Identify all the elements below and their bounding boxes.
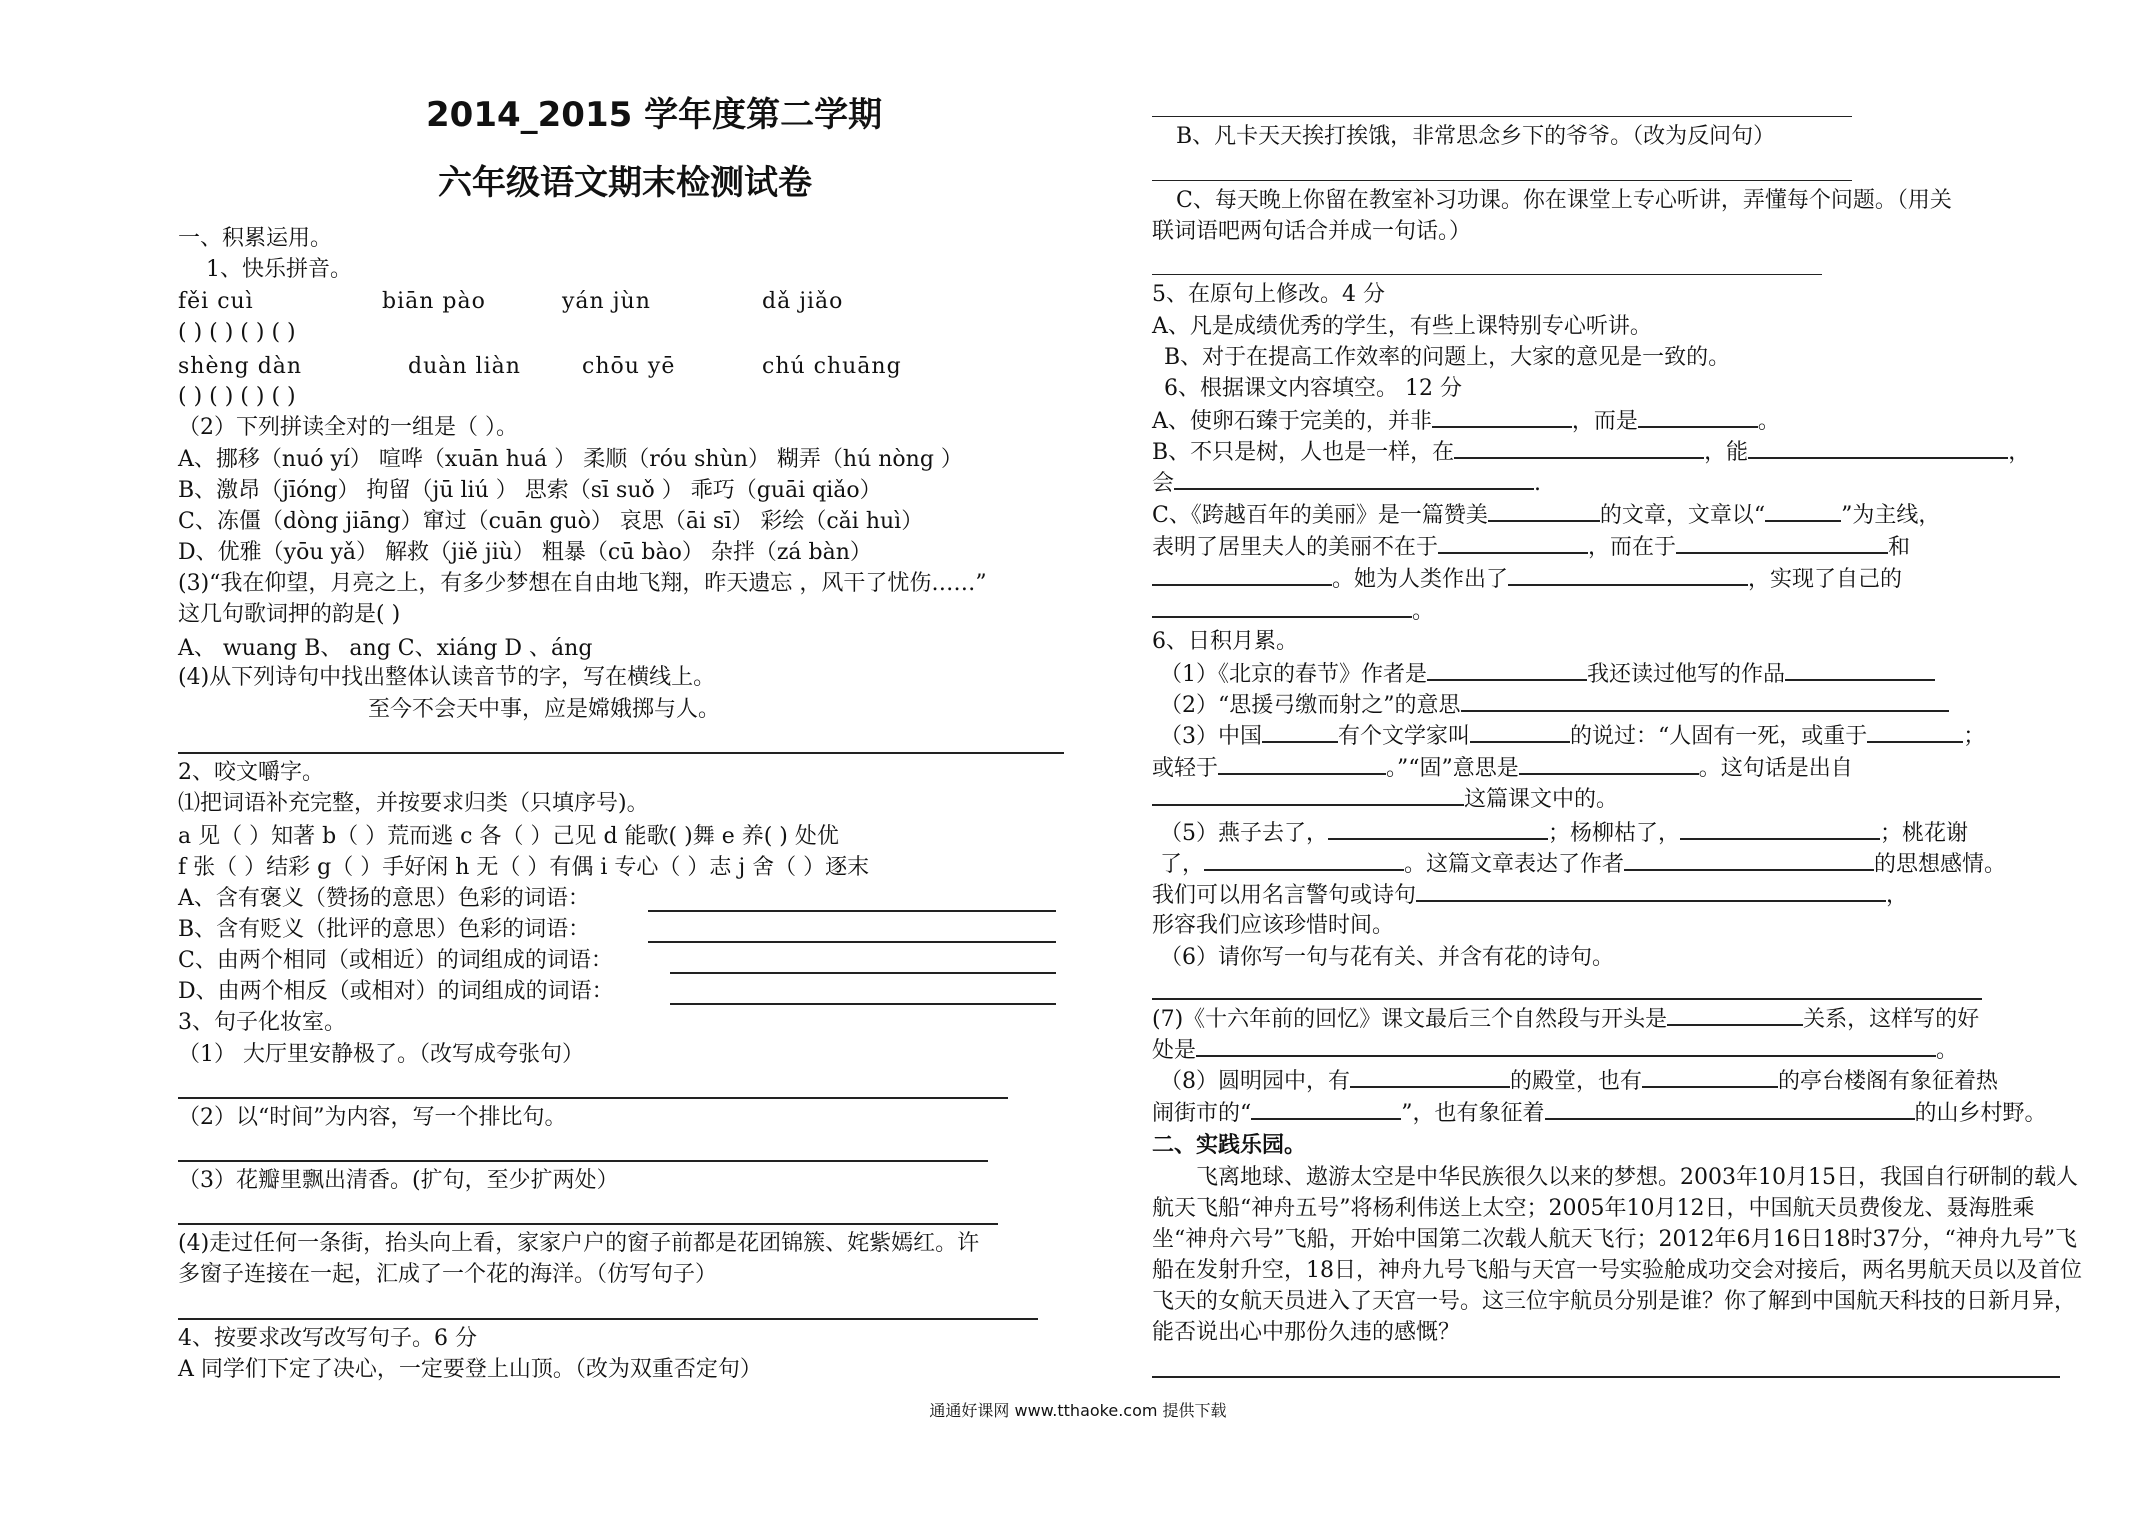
footer-source: 通通好课网 www.tthaoke.com 提供下载	[929, 1401, 1227, 1420]
answer-line[interactable]	[670, 1003, 1056, 1005]
q7-3	[1160, 721, 1985, 752]
q7-8	[1160, 1066, 1998, 1097]
pinyin-item: chōu yē	[582, 354, 676, 379]
q6-c-4	[1152, 596, 1434, 627]
pinyin-item: fěi cuì	[178, 289, 254, 314]
text: 的殿堂，也有	[1510, 1069, 1643, 1094]
text: ，而在于	[1588, 535, 1677, 560]
q6-c-3	[1152, 564, 1902, 595]
blank[interactable]	[1196, 1035, 1936, 1057]
text: （2）“思援弓缴而射之”的意思	[1160, 693, 1461, 718]
section-1-heading: 一、积累运用。	[178, 226, 333, 251]
text: 我们可以用名言警句或诗句	[1152, 883, 1417, 908]
q6-c	[1152, 500, 1940, 531]
text: ，能	[1704, 440, 1749, 465]
q7-2	[1160, 690, 1949, 721]
blank[interactable]	[1680, 818, 1880, 840]
option-a: A、挪移（nuó yí） 喧哗（xuān huá ） 柔顺（róu shùn） 糊弄（hú nòng ）	[178, 447, 963, 472]
text: 处是	[1152, 1038, 1197, 1063]
blank[interactable]	[1416, 880, 1886, 902]
idiom-row-1: a 见（ ）知著 b（ ）荒而逃 c 各（ ）己见 d 能歌( )舞 e 养( ) 处优	[178, 824, 839, 849]
answer-line[interactable]	[1152, 180, 1852, 181]
pinyin-item: chú chuāng	[762, 354, 902, 379]
section-2-heading: 二、实践乐园。	[1152, 1132, 1307, 1158]
title-line2: 六年级语文期末检测试卷	[438, 163, 812, 203]
q2-1: ⑴把词语补充完整，并按要求归类（只填序号)。	[178, 791, 649, 816]
blank[interactable]	[1676, 532, 1888, 554]
blank[interactable]	[1251, 1098, 1401, 1120]
pinyin-item: biān pào	[382, 289, 486, 314]
text: B、不只是树，人也是一样，在	[1152, 440, 1455, 465]
blank[interactable]	[1204, 849, 1404, 871]
q5-a: A、凡是成绩优秀的学生，有些上课特别专心听讲。	[1152, 314, 1652, 339]
blank[interactable]	[1765, 500, 1841, 522]
q3-3: （3）花瓣里飘出清香。(扩句，至少扩两处）	[178, 1168, 619, 1193]
q7-5-cont	[1160, 849, 2006, 880]
blank[interactable]	[1461, 690, 1949, 712]
text: 和	[1888, 535, 1911, 560]
pinyin-item: shèng dàn	[178, 354, 303, 379]
text: 表明了居里夫人的美丽不在于	[1152, 535, 1439, 560]
blank[interactable]	[1624, 849, 1874, 871]
text: 。	[1936, 1038, 1959, 1063]
practice-passage: 飞离地球、遨游太空是中华民族很久以来的梦想。2003年10月15日，我国自行研制的载人航天飞船“神舟五号”将杨利伟送上太空；2005年10月12日，中国航天员费俊龙、聂海胜乘坐“神舟六号”飞船，开始中国第二次载人航天飞行；2012年6月16日18时37分，“神舟九号”飞船在发射升空，18日，神舟九号飞船与天宫一号实验舱成功交会对接后，两名男航天员以及首位飞天的女航天员进入了天宫一号。这三位宇航员分别是谁？你了解到中国航天科技的日新月异，能否说出心中那份久违的感慨？	[1152, 1165, 2082, 1345]
text: 。	[1757, 409, 1780, 434]
blank[interactable]	[1488, 500, 1600, 522]
poem-line: 至今不会天中事，应是嫦娥掷与人。	[368, 697, 721, 722]
text: ”为主线，	[1841, 503, 1941, 528]
text: 。这句话是出自	[1698, 756, 1853, 781]
text: (7)《十六年前的回忆》课文最后三个自然段与开头是	[1152, 1007, 1668, 1032]
text: 有个文学家叫	[1338, 724, 1471, 749]
q4-c: C、每天晚上你留在教室补习功课。你在课堂上专心听讲，弄懂每个问题。（用关	[1176, 188, 1952, 213]
category-d: D、由两个相反（或相对）的词组成的词语：	[178, 979, 614, 1004]
q7-1	[1160, 659, 1935, 690]
q4-a: A 同学们下定了决心，一定要登上山顶。（改为双重否定句）	[178, 1357, 762, 1382]
text: 会	[1152, 471, 1175, 496]
pinyin-item: yán jùn	[562, 289, 651, 314]
answer-line[interactable]	[178, 1223, 998, 1225]
text: A、使卵石臻于完美的，并非	[1152, 409, 1432, 434]
text: 。她为人类作出了	[1332, 567, 1509, 592]
blank[interactable]	[1638, 406, 1758, 428]
text: .	[1534, 471, 1542, 496]
q2-heading: 2、咬文嚼字。	[178, 760, 324, 785]
blank[interactable]	[1350, 1066, 1510, 1088]
answer-line[interactable]	[1152, 116, 1852, 117]
q7-3-cont	[1152, 753, 1853, 784]
q3-1: （1） 大厅里安静极了。（改写成夸张句）	[178, 1042, 584, 1067]
q1-heading: 1、快乐拼音。	[206, 257, 352, 282]
blank[interactable]	[1642, 1066, 1778, 1088]
q1-3-prompt: 这几句歌词押的韵是( )	[178, 602, 401, 627]
blank[interactable]	[1867, 721, 1963, 743]
category-b: B、含有贬义（批评的意思）色彩的词语：	[178, 917, 591, 942]
answer-brackets[interactable]: ( ) ( ) ( ) ( )	[178, 384, 296, 409]
q6-a	[1152, 406, 1780, 437]
blank[interactable]	[1438, 532, 1588, 554]
q7-3-end	[1152, 784, 1618, 815]
q7-5	[1160, 818, 1968, 849]
q7-7	[1152, 1004, 1979, 1035]
blank[interactable]	[1152, 784, 1464, 806]
q6-b	[1152, 437, 2030, 468]
blank[interactable]	[1218, 753, 1386, 775]
q7-5-quote	[1152, 880, 1908, 911]
text: （5）燕子去了，	[1160, 821, 1328, 846]
q1-4: (4)从下列诗句中找出整体认读音节的字，写在横线上。	[178, 665, 716, 690]
blank[interactable]	[1545, 1098, 1915, 1120]
q3-4: (4)走过任何一条街，抬头向上看，家家户户的窗子前都是花团锦簇、姹紫嫣红。许	[178, 1231, 980, 1256]
q6-heading: 6、根据课文内容填空。 12 分	[1164, 376, 1462, 401]
q4-b: B、凡卡天天挨打挨饿，非常思念乡下的爷爷。（改为反问句）	[1176, 124, 1776, 149]
answer-line[interactable]	[670, 972, 1056, 974]
option-c: C、冻僵（dòng jiāng）窜过（cuān guò） 哀思（āi sī） 彩绘（cǎi huì）	[178, 509, 924, 534]
q7-6: （6）请你写一句与花有关、并含有花的诗句。	[1160, 945, 1614, 970]
text: （8）圆明园中，有	[1160, 1069, 1350, 1094]
q7-5-end: 形容我们应该珍惜时间。	[1152, 913, 1395, 938]
q5-b: B、对于在提高工作效率的问题上，大家的意见是一致的。	[1164, 345, 1731, 370]
q6-c-2	[1152, 532, 1910, 563]
idiom-row-2: f 张（ ）结彩 g（ ）手好闲 h 无（ ）有偶 i 专心（ ）志 j 舍（ ）逐末	[178, 855, 870, 880]
q3-heading: 3、句子化妆室。	[178, 1010, 346, 1035]
text: 的思想感情。	[1874, 852, 2007, 877]
text: ，	[1886, 883, 1909, 908]
q7-7-cont	[1152, 1035, 1958, 1066]
q4-c-cont: 联词语吧两句话合并成一句话。）	[1152, 219, 1472, 244]
text: 。”“固”意思是	[1386, 756, 1519, 781]
text: 的亭台楼阁有象征着热	[1778, 1069, 1999, 1094]
answer-brackets[interactable]: ( ) ( ) ( ) ( )	[178, 320, 296, 345]
text: 了，	[1160, 852, 1205, 877]
blank[interactable]	[1152, 564, 1332, 586]
category-a: A、含有褒义（赞扬的意思）色彩的词语：	[178, 886, 590, 911]
answer-line[interactable]	[1152, 1376, 2060, 1378]
blank[interactable]	[1508, 564, 1748, 586]
blank[interactable]	[1454, 437, 1704, 459]
category-c: C、由两个相同（或相近）的词组成的词语：	[178, 948, 613, 973]
pinyin-item: dǎ jiǎo	[762, 289, 844, 314]
blank[interactable]	[1427, 659, 1587, 681]
q6-b-cont	[1152, 468, 1541, 499]
blank[interactable]	[1470, 721, 1570, 743]
blank[interactable]	[1262, 721, 1338, 743]
text: 我还读过他写的作品	[1587, 662, 1786, 687]
text: ，	[2008, 440, 2031, 465]
blank[interactable]	[1519, 753, 1699, 775]
answer-line[interactable]	[1152, 274, 1822, 275]
blank[interactable]	[1748, 437, 2008, 459]
text: 关系，这样写的好	[1803, 1007, 1980, 1032]
title-line1: 2014_2015 学年度第二学期	[426, 95, 883, 135]
text: 闹街市的“	[1152, 1101, 1252, 1126]
option-d: D、优雅（yōu yǎ） 解救（jiě jiù） 粗暴（cū bào） 杂拌（zá bàn）	[178, 540, 872, 565]
q3-2: （2）以“时间”为内容，写一个排比句。	[178, 1105, 567, 1130]
text: ；桃花谢	[1880, 821, 1969, 846]
blank[interactable]	[1667, 1004, 1803, 1026]
answer-line[interactable]	[178, 752, 1064, 754]
answer-line[interactable]	[1152, 998, 1982, 1000]
q4-heading: 4、按要求改写改写句子。6 分	[178, 1326, 477, 1351]
q1-2: （2）下列拼读全对的一组是（ ）。	[178, 415, 518, 440]
text: 。这篇文章表达了作者	[1404, 852, 1625, 877]
text: 这篇课文中的。	[1464, 787, 1619, 812]
text: （3）中国	[1160, 724, 1262, 749]
text: ；	[1963, 724, 1986, 749]
q1-3-options: A、 wuang B、 ang C、xiáng D 、áng	[178, 636, 593, 661]
blank[interactable]	[1328, 818, 1548, 840]
text: 或轻于	[1152, 756, 1219, 781]
text: ，而是	[1571, 409, 1638, 434]
text: 的山乡村野。	[1914, 1101, 2047, 1126]
answer-line[interactable]	[178, 1097, 1008, 1099]
q1-3: (3)“我在仰望，月亮之上，有多少梦想在自由地飞翔，昨天遗忘 ，风干了忧伤……”	[178, 571, 987, 596]
answer-line[interactable]	[178, 1318, 1038, 1320]
text: 。	[1412, 599, 1435, 624]
blank[interactable]	[1432, 406, 1572, 428]
text: 的文章，文章以“	[1599, 503, 1766, 528]
q7-heading: 6、日积月累。	[1152, 629, 1298, 654]
text: 的说过：“人固有一死，或重于	[1570, 724, 1868, 749]
answer-line[interactable]	[648, 941, 1056, 943]
text: ，实现了自己的	[1748, 567, 1903, 592]
text: ”，也有象征着	[1401, 1101, 1545, 1126]
q3-4-cont: 多窗子连接在一起，汇成了一个花的海洋。（仿写句子）	[178, 1262, 718, 1287]
blank[interactable]	[1785, 659, 1935, 681]
q7-8-cont	[1152, 1098, 2047, 1129]
text: （1）《北京的春节》作者是	[1160, 662, 1427, 687]
pinyin-item: duàn liàn	[408, 354, 521, 379]
q5-heading: 5、在原句上修改。4 分	[1152, 282, 1385, 307]
answer-line[interactable]	[648, 910, 1056, 912]
text: C、《跨越百年的美丽》是一篇赞美	[1152, 503, 1488, 528]
option-b: B、激昂（jīóng） 拘留（jū liú ） 思索（sī suǒ ） 乖巧（guāi qiǎo）	[178, 478, 882, 503]
answer-line[interactable]	[178, 1160, 988, 1162]
text: ；杨柳枯了，	[1548, 821, 1681, 846]
blank[interactable]	[1174, 468, 1534, 490]
blank[interactable]	[1152, 596, 1412, 618]
